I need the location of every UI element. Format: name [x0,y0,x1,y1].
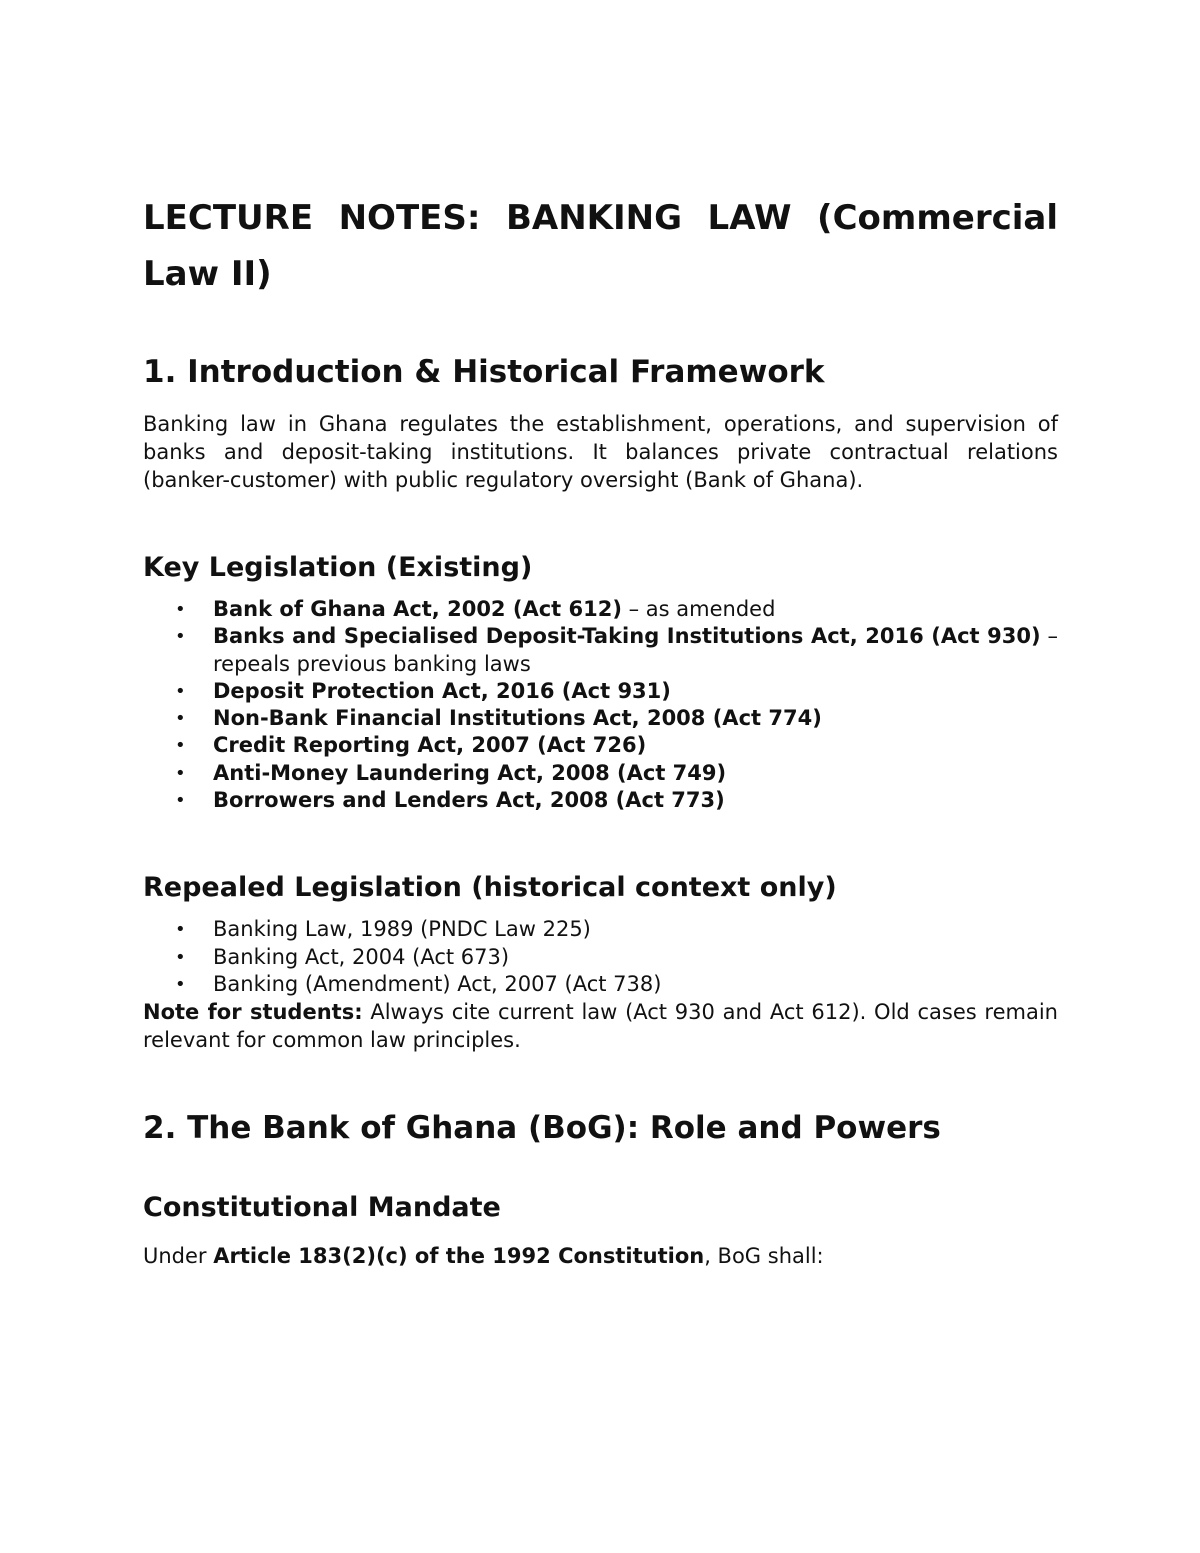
bullet-icon: • [175,680,186,702]
legislation-note: – repeals previous banking laws [213,624,1058,676]
list-item [143,678,1058,705]
mandate-text-start: Under [143,1244,214,1269]
list-item [143,596,1058,623]
mandate-text-end: , BoG shall: [704,1244,824,1269]
legislation-name: Borrowers and Lenders Act, 2008 (Act 773) [213,788,725,813]
student-note [143,998,1058,1054]
bullet-icon: • [175,626,186,648]
list-item [143,971,1058,998]
legislation-note: – as amended [621,597,776,621]
bullet-icon: • [175,946,186,968]
list-item [143,944,1058,971]
bullet-icon: • [175,790,186,812]
bullet-icon: • [175,735,186,757]
legislation-name: Banks and Specialised Deposit-Taking Institutions Act, 2016 (Act 930) [213,624,1041,649]
legislation-name: Credit Reporting Act, 2007 (Act 726) [213,733,647,758]
key-legislation-heading: Key Legislation (Existing) [143,552,533,583]
section-1-intro-paragraph: Banking law in Ghana regulates the establishment, operations, and supervision of banks and deposit-taking institutions. It balances private contractual relations (banker-customer) with public regulatory oversight (Bank of Ghana). [143,412,1058,492]
key-legislation-list [143,596,1058,814]
bullet-icon: • [175,973,186,995]
list-item [143,916,1058,943]
list-item [143,623,1058,678]
student-note-label: Note for students: [143,1000,363,1025]
legislation-name: Deposit Protection Act, 2016 (Act 931) [213,678,671,703]
list-item [143,787,1058,814]
section-1-heading: 1. Introduction & Historical Framework [143,354,825,390]
section-2-heading: 2. The Bank of Ghana (BoG): Role and Powers [143,1110,941,1147]
legislation-name: Banking (Amendment) Act, 2007 (Act 738) [213,971,662,996]
list-item [143,705,1058,732]
document-page [143,190,1058,1270]
legislation-name: Banking Act, 2004 (Act 673) [213,944,510,969]
bullet-icon: • [175,762,186,784]
legislation-name: Anti-Money Laundering Act, 2008 (Act 749) [213,760,727,785]
repealed-legislation-heading: Repealed Legislation (historical context only) [143,872,837,904]
constitutional-mandate-heading: Constitutional Mandate [143,1192,501,1224]
legislation-name: Bank of Ghana Act, 2002 (Act 612) [213,597,622,621]
legislation-name: Non-Bank Financial Institutions Act, 2008 (Act 774) [213,706,822,731]
bullet-icon: • [175,919,186,941]
repealed-legislation-list [143,916,1058,998]
bullet-icon: • [175,599,186,620]
constitution-article-reference: Article 183(2)(c) of the 1992 Constitution [213,1244,705,1269]
student-note-text: Always cite current law (Act 930 and Act 612). Old cases remain relevant for common law principles. [143,1000,1058,1053]
list-item [143,760,1058,787]
constitutional-mandate-paragraph [143,1242,1058,1270]
legislation-name: Banking Law, 1989 (PNDC Law 225) [213,917,591,942]
bullet-icon: • [175,708,186,730]
document-title: LECTURE NOTES: BANKING LAW (Commercial Law II) [143,198,1058,294]
list-item [143,732,1058,759]
